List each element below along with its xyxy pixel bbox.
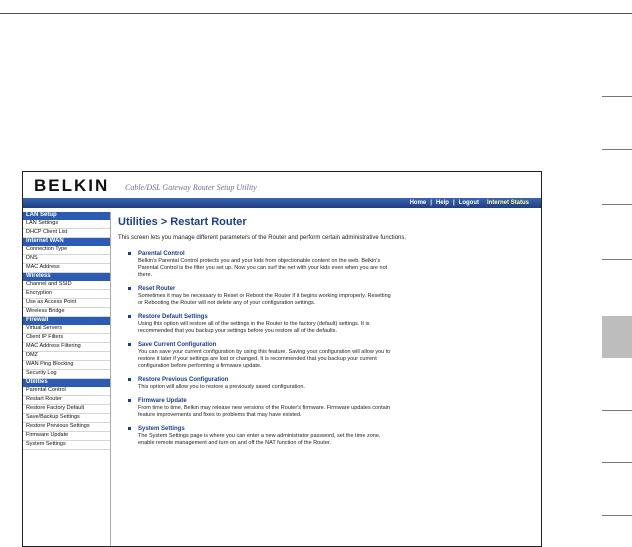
sidebar-item-parental-control[interactable]: Parental Control [23,387,110,396]
intro-text: This screen lets you manage different parameters of the Router and perform certain administrative functions. [118,235,407,241]
section-text: there. [138,272,153,278]
sidebar-group-wan [23,238,110,273]
sidebar-item-security-log[interactable]: Security Log [23,370,110,379]
section-text: From time to time, Belkin may release new versions of the Router's firmware. Firmware updates contain [138,405,391,411]
page-title: Utilities > Restart Router [118,216,247,228]
bullet-icon [128,427,131,430]
side-rule [602,410,632,411]
side-rule [602,515,632,516]
side-chapter-tab [602,316,632,358]
sidebar-item-restore-factory-default[interactable]: Restore Factory Default [23,405,110,414]
link-reset-router[interactable]: Reset Router [138,286,176,292]
link-system-settings[interactable]: System Settings [138,426,185,432]
section-text: Belkin's Parental Control protects you and your kids from objectionable content on the web. Belkin's [138,258,381,264]
sidebar-item-connection-type[interactable]: Connection Type [23,246,110,255]
sidebar-head-wan[interactable]: Internet WAN [23,238,110,246]
sidebar-item-system-settings[interactable]: System Settings [23,441,110,450]
sidebar-item-mac-address[interactable]: MAC Address [23,264,110,273]
home-link[interactable]: Home [409,200,427,206]
sidebar-item-wan-ping-blocking[interactable]: WAN Ping Blocking [23,361,110,370]
sidebar-head-lan[interactable]: LAN Setup [23,212,110,220]
sidebar-item-restore-previous-settings[interactable]: Restore Previous Settings [23,423,110,432]
link-restore-default[interactable]: Restore Default Settings [138,314,208,320]
page-top-rule [0,13,632,14]
product-name: Cable/DSL Gateway Router Setup Utility [125,183,257,192]
side-rule [602,149,632,150]
section-reset-router [118,285,538,307]
section-text: feature improvements and fixes to problems that may have existed. [138,412,302,418]
sidebar-group-wireless [23,273,110,317]
internet-status[interactable]: Internet Status [486,200,529,206]
sidebar-group-firewall [23,317,110,379]
section-text: configuration before performing a firmware update. [138,363,262,369]
sidebar-item-client-ip-filters[interactable]: Client IP Filters [23,334,110,343]
section-text: Using this option will restore all of the settings in the Router to the factory (default) settings. It is [138,321,370,327]
main-content [118,216,538,453]
sidebar-item-encryption[interactable]: Encryption [23,290,110,299]
section-parental-control [118,250,538,279]
sidebar-item-mac-filtering[interactable]: MAC Address Filtering [23,343,110,352]
section-text: You can save your current configuration by using this feature. Saving your configuration will allow you to [138,349,391,355]
section-restore-previous [118,376,538,391]
router-ui-screenshot [22,171,542,547]
section-text: This option will allow you to restore a previously saved configuration. [138,384,305,390]
sidebar-head-wireless[interactable]: Wireless [23,273,110,281]
belkin-logo: BELKIN [34,176,110,195]
bullet-icon [128,399,131,402]
help-link[interactable]: Help [435,200,449,206]
logout-link[interactable]: Logout [458,200,479,206]
section-system-settings [118,425,538,447]
sidebar-item-channel-ssid[interactable]: Channel and SSID [23,281,110,290]
section-text: enable remote management and turn on and off the NAT function of the Router. [138,440,331,446]
section-firmware-update [118,397,538,419]
sidebar-item-virtual-servers[interactable]: Virtual Servers [23,325,110,334]
sidebar-item-save-backup-settings[interactable]: Save/Backup Settings [23,414,110,423]
sidebar-item-access-point[interactable]: Use as Access Point [23,299,110,308]
link-restore-previous[interactable]: Restore Previous Configuration [138,377,229,383]
sidebar-head-utilities[interactable]: Utilities [23,379,110,387]
side-rule [602,259,632,260]
sidebar-group-utilities [23,379,110,450]
side-rule [602,204,632,205]
section-restore-default [118,313,538,335]
section-text: recommended that you backup your settings before you restore all of the defaults. [138,328,338,334]
section-text: Sometimes it may be necessary to Reset or Reboot the Router if it begins working improperly. Resetting [138,293,391,299]
section-text: The System Settings page is where you can enter a new administrator password, set the time zone, [138,433,381,439]
bullet-icon [128,343,131,346]
side-rule [602,462,632,463]
sidebar-item-restart-router[interactable]: Restart Router [23,396,110,405]
link-firmware-update[interactable]: Firmware Update [138,398,187,404]
sidebar-item-firmware-update[interactable]: Firmware Update [23,432,110,441]
bullet-icon [128,315,131,318]
sidebar-head-firewall[interactable]: Firewall [23,317,110,325]
router-header [23,172,541,198]
link-parental-control[interactable]: Parental Control [138,251,185,257]
section-text: restore it later if your settings are lost or changed. It is recommended that you backup your current [138,356,377,362]
section-save-configuration [118,341,538,370]
link-save-configuration[interactable]: Save Current Configuration [138,342,217,348]
sidebar [23,212,111,547]
sidebar-item-dmz[interactable]: DMZ [23,352,110,361]
sidebar-item-dhcp-client-list[interactable]: DHCP Client List [23,229,110,238]
sidebar-item-wireless-bridge[interactable]: Wireless Bridge [23,308,110,317]
bullet-icon [128,252,131,255]
section-text: or Rebooting the Router will not delete any of your configuration settings. [138,300,316,306]
side-rule [602,96,632,97]
top-nav-bar [23,198,541,208]
bullet-icon [128,287,131,290]
bullet-icon [128,378,131,381]
sidebar-group-lan [23,212,110,238]
sidebar-item-dns[interactable]: DNS [23,255,110,264]
sidebar-item-lan-settings[interactable]: LAN Settings [23,220,110,229]
section-text: Parental Control is the filter you set up. Now you can surf the net with your kids even when you are not [138,265,388,271]
top-links: Home | Help | Logout Internet Status [409,200,529,206]
